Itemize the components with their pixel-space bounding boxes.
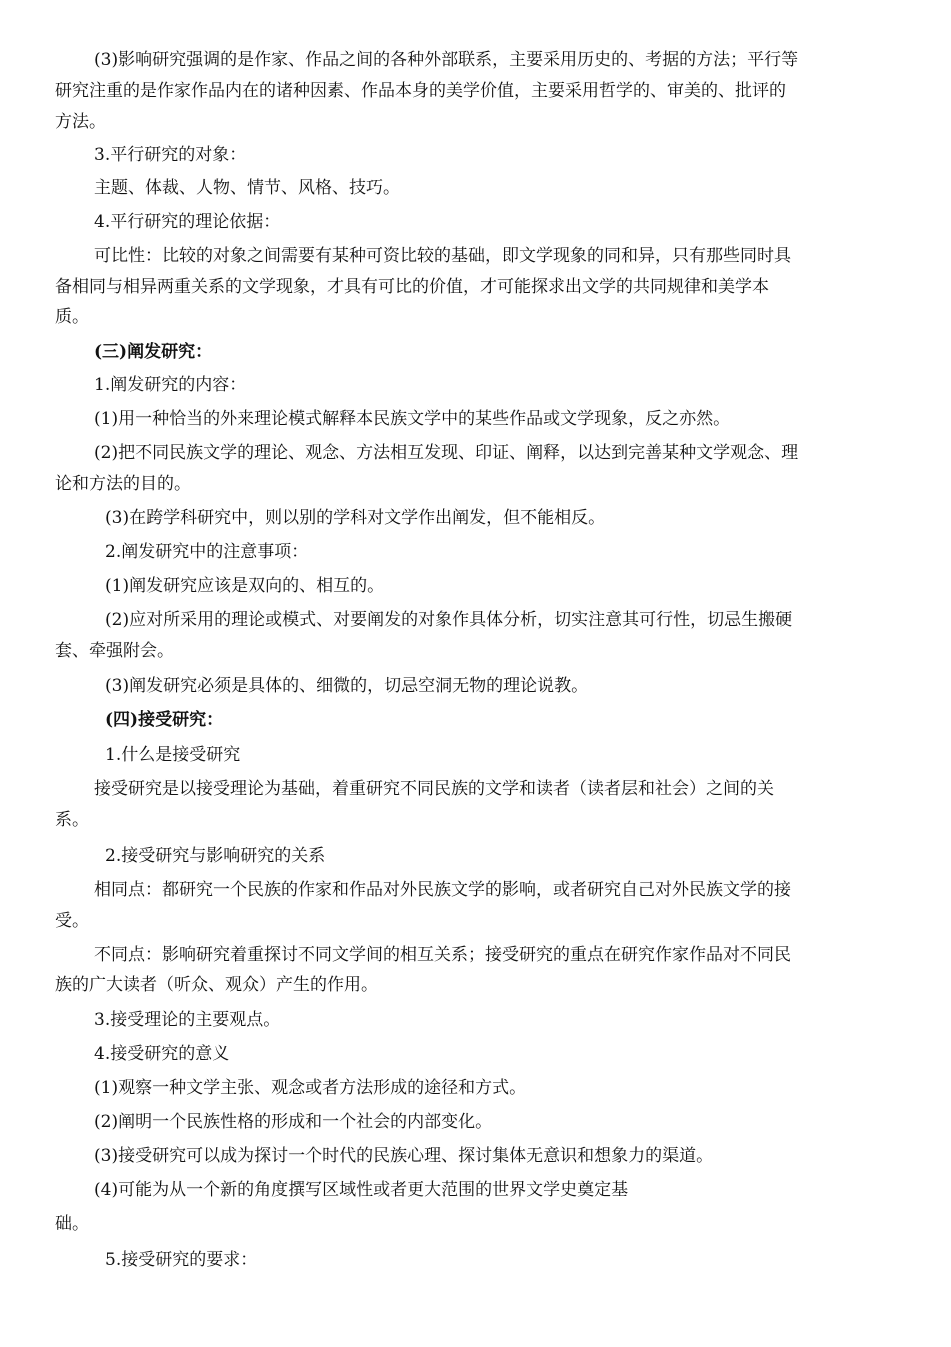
section-heading: (三)阐发研究： bbox=[94, 342, 213, 362]
text-line: 套、牵强附会。 bbox=[55, 641, 174, 661]
text-line: 3.平行研究的对象： bbox=[94, 145, 247, 165]
section-heading: (四)接受研究： bbox=[105, 710, 224, 730]
text-line: (3)影响研究强调的是作家、作品之间的各种外部联系，主要采用历史的、考据的方法；平行等 bbox=[94, 50, 799, 70]
text-line: 础。 bbox=[55, 1214, 89, 1234]
text-line: 2.接受研究与影响研究的关系 bbox=[105, 846, 326, 866]
text-line: (2)应对所采用的理论或模式、对要阐发的对象作具体分析，切实注意其可行性，切忌生搬硬 bbox=[105, 610, 793, 630]
text-line: (2)阐明一个民族性格的形成和一个社会的内部变化。 bbox=[94, 1112, 493, 1132]
text-line: (3)阐发研究必须是具体的、细微的，切忌空洞无物的理论说教。 bbox=[105, 676, 589, 696]
text-line: (1)观察一种文学主张、观念或者方法形成的途径和方式。 bbox=[94, 1078, 527, 1098]
text-line: (3)在跨学科研究中，则以别的学科对文学作出阐发，但不能相反。 bbox=[105, 508, 606, 528]
text-line: 5.接受研究的要求： bbox=[105, 1250, 258, 1270]
text-line: 质。 bbox=[55, 307, 89, 327]
text-line: (1)用一种恰当的外来理论模式解释本民族文学中的某些作品或文学现象，反之亦然。 bbox=[94, 409, 731, 429]
text-line: 论和方法的目的。 bbox=[55, 474, 191, 494]
text-line: (3)接受研究可以成为探讨一个时代的民族心理、探讨集体无意识和想象力的渠道。 bbox=[94, 1146, 714, 1166]
text-line: 可比性：比较的对象之间需要有某种可资比较的基础，即文学现象的同和异，只有那些同时具 bbox=[94, 246, 791, 266]
text-line: (4)可能为从一个新的角度撰写区域性或者更大范围的世界文学史奠定基 bbox=[94, 1180, 629, 1200]
text-line: 备相同与相异两重关系的文学现象，才具有可比的价值，才可能探求出文学的共同规律和美学本 bbox=[55, 277, 769, 297]
text-line: 系。 bbox=[55, 810, 89, 830]
text-line: 相同点：都研究一个民族的作家和作品对外民族文学的影响，或者研究自己对外民族文学的接 bbox=[94, 880, 791, 900]
text-line: 研究注重的是作家作品内在的诸种因素、作品本身的美学价值，主要采用哲学的、审美的、批评的 bbox=[55, 81, 786, 101]
text-line: (1)阐发研究应该是双向的、相互的。 bbox=[105, 576, 385, 596]
text-line: 不同点：影响研究着重探讨不同文学间的相互关系；接受研究的重点在研究作家作品对不同民 bbox=[94, 945, 791, 965]
text-line: 2.阐发研究中的注意事项： bbox=[105, 542, 309, 562]
text-line: 4.接受研究的意义 bbox=[94, 1044, 230, 1064]
text-line: 族的广大读者（听众、观众）产生的作用。 bbox=[55, 975, 378, 995]
text-line: 1.什么是接受研究 bbox=[105, 745, 241, 765]
text-line: 主题、体裁、人物、情节、风格、技巧。 bbox=[94, 178, 400, 198]
text-line: 4.平行研究的理论依据： bbox=[94, 212, 281, 232]
text-line: 1.阐发研究的内容： bbox=[94, 375, 247, 395]
text-line: 受。 bbox=[55, 911, 89, 931]
text-line: 方法。 bbox=[55, 112, 106, 132]
text-line: (2)把不同民族文学的理论、观念、方法相互发现、印证、阐释，以达到完善某种文学观念、理 bbox=[94, 443, 799, 463]
text-line: 3.接受理论的主要观点。 bbox=[94, 1010, 281, 1030]
text-line: 接受研究是以接受理论为基础，着重研究不同民族的文学和读者（读者层和社会）之间的关 bbox=[94, 779, 774, 799]
